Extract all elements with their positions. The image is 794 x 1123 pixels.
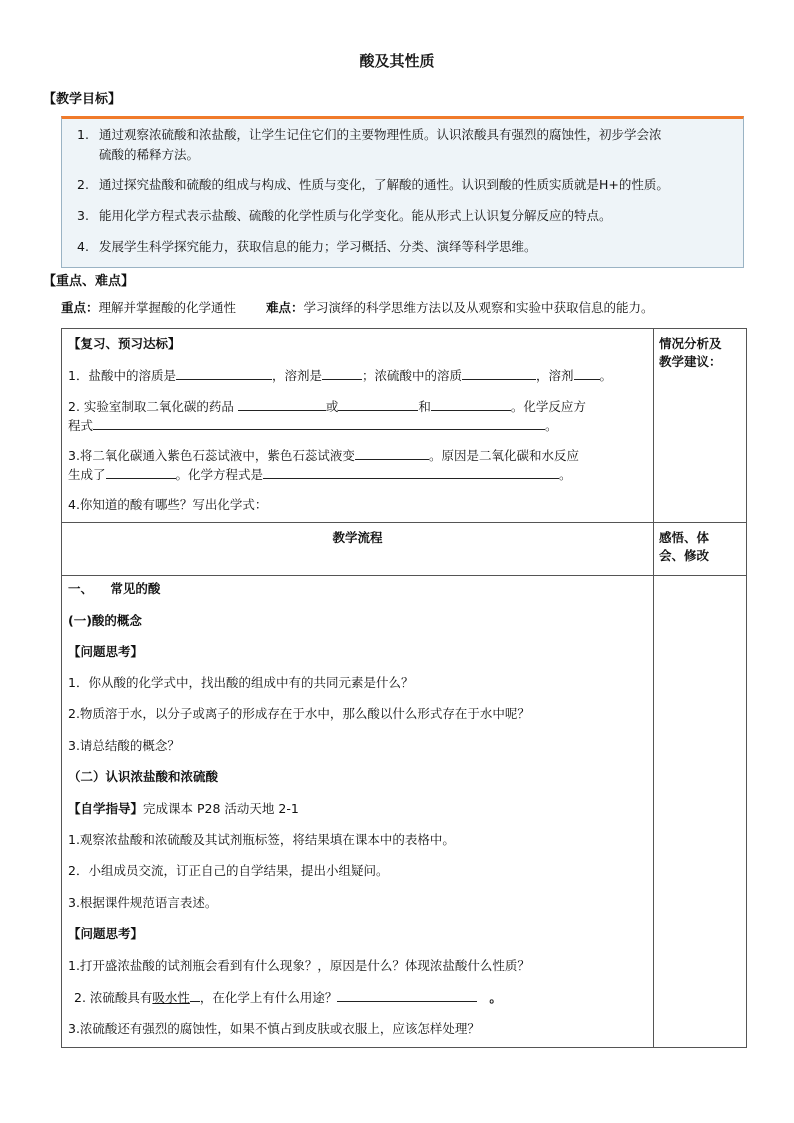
question-heading-1: 【问题思考】: [68, 644, 144, 659]
review-q1: 1．盐酸中的溶质是 ，溶剂是 ；浓硫酸中的溶质 ，溶剂 。: [68, 368, 613, 383]
side-note-reflection-cont: 会、修改: [659, 548, 710, 563]
blank[interactable]: [322, 367, 362, 380]
review-q4: 4.你知道的酸有哪些？写出化学式：: [68, 497, 268, 512]
self-study-1: 1.观察浓盐酸和浓硫酸及其试剂瓶标签，将结果填在课本中的表格中。: [68, 832, 455, 847]
section-1-title: 一、 常见的酸: [68, 581, 161, 596]
blank[interactable]: [176, 367, 272, 380]
side-note-reflection: 感悟、体: [659, 530, 710, 545]
goal-item-1-cont: 硫酸的稀释方法。: [99, 147, 200, 162]
blank[interactable]: [238, 398, 326, 411]
page-title: 酸及其性质: [359, 52, 435, 70]
blank[interactable]: [263, 466, 559, 479]
question-1-2: 2.物质溶于水，以分子或离子的形成存在于水中，那么酸以什么形式存在于水中呢？: [68, 706, 530, 721]
review-q3-cont: 生成了 。化学方程式是 。: [68, 467, 572, 482]
blank[interactable]: [355, 447, 429, 460]
question-2-3: 3.浓硫酸还有强烈的腐蚀性，如果不慎占到皮肤或衣服上，应该怎样处理？: [68, 1021, 480, 1036]
question-2-2: 2. 浓硫酸具有吸水性 ，在化学上有什么用途？ 。: [74, 990, 502, 1005]
row-divider-1: [62, 522, 746, 523]
column-divider: [653, 329, 654, 1047]
review-heading: 【复习、预习达标】: [68, 336, 181, 351]
side-note-analysis-cont: 教学建议：: [659, 354, 722, 369]
goals-box: [61, 116, 744, 268]
review-q2: 2. 实验室制取二氧化碳的药品 或 和 。化学反应方: [68, 399, 586, 414]
self-study-guide: 【自学指导】完成课本 P28 活动天地 2-1: [68, 801, 299, 816]
blank[interactable]: [462, 367, 536, 380]
question-1-1: 1．你从酸的化学式中，找出酸的组成中有的共同元素是什么？: [68, 675, 414, 690]
key-difficulty-line: 重点：理解并掌握酸的化学通性 难点：学习演绎的科学思维方法以及从观察和实验中获取信息的能力。: [61, 300, 654, 315]
side-note-analysis: 情况分析及: [659, 336, 722, 351]
blank[interactable]: [431, 398, 511, 411]
row-divider-2: [62, 575, 746, 576]
question-2-1: 1.打开盛浓盐酸的试剂瓶会看到有什么现象？，原因是什么？体现浓盐酸什么性质？: [68, 958, 530, 973]
review-q3: 3.将二氧化碳通入紫色石蕊试液中，紫色石蕊试液变 。原因是二氧化碳和水反应: [68, 448, 579, 463]
blank[interactable]: [337, 989, 477, 1002]
lesson-table: [61, 328, 747, 1048]
goal-item-1: 1. 通过观察浓硫酸和浓盐酸，让学生记住它们的主要物理性质。认识浓酸具有强烈的腐蚀性，初步学会浓: [77, 127, 662, 142]
goals-heading: 【教学目标】: [43, 92, 122, 107]
goal-item-3: 3. 能用化学方程式表示盐酸、硫酸的化学性质与化学变化。能从形式上认识复分解反应的特点。: [77, 208, 612, 223]
blank[interactable]: [106, 466, 176, 479]
self-study-2: 2．小组成员交流，订正自己的自学结果，提出小组疑问。: [68, 863, 389, 878]
goal-item-4: 4. 发展学生科学探究能力，获取信息的能力；学习概括、分类、演绎等科学思维。: [77, 239, 537, 254]
goal-item-2: 2. 通过探究盐酸和硫酸的组成与构成、性质与变化，了解酸的通性。认识到酸的性质实质就是H+的性质。: [77, 177, 669, 192]
section-1a-title: (一)酸的概念: [68, 613, 142, 628]
blank[interactable]: [93, 417, 545, 430]
self-study-3: 3.根据课件规范语言表述。: [68, 895, 218, 910]
question-heading-2: 【问题思考】: [68, 926, 144, 941]
blank[interactable]: [338, 398, 418, 411]
question-1-3: 3.请总结酸的概念？: [68, 738, 180, 753]
review-q2-cont: 程式 。: [68, 418, 558, 433]
flow-heading: 教学流程: [332, 530, 383, 545]
blank[interactable]: [574, 367, 600, 380]
key-heading: 【重点、难点】: [43, 274, 135, 289]
section-1b-title: （二）认识浓盐酸和浓硫酸: [68, 769, 219, 784]
